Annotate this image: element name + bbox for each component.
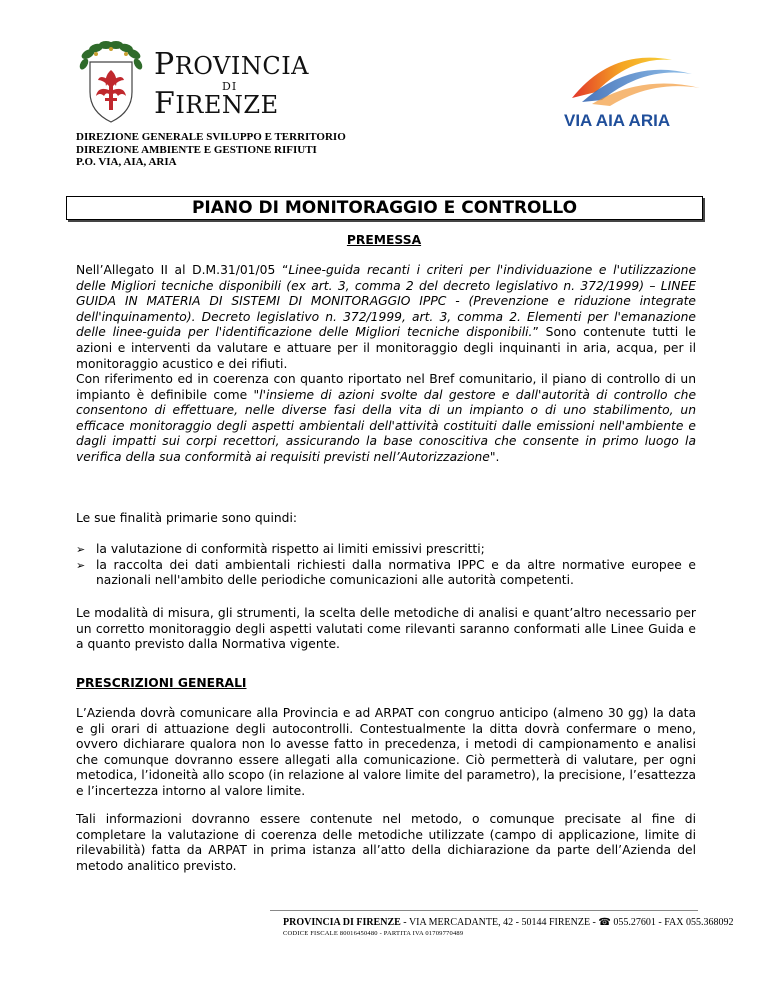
via-aia-aria-text: VIA AIA ARIA [564,111,671,130]
org-line-3: P.O. VIA, AIA, ARIA [76,156,177,168]
bullet-text-2: la raccolta dei dati ambientali richiesti dalla normativa IPPC e da altre normative europee e nazionali nell'ambito delle periodiche comunicazioni alle autorità competenti. [96,557,696,588]
via-aia-aria-logo [552,48,704,132]
list-item [76,542,696,558]
provincia-di: DI [222,80,238,93]
premessa-paragraph-3: Le sue finalità primarie sono quindi: [76,511,298,525]
prescrizioni-paragraph-2: Tali informazioni dovranno essere contenute nel metodo, o comunque precisate al fine di completare la valutazione di coerenza delle metodiche utilizzate (campo di applicazione, limite di rilevabilità) fatta da ARPAT in prima istanza all’atto della dichiarazione da parte dell’Azienda del metodo analitico previsto. [76,812,696,873]
org-line-2: DIREZIONE AMBIENTE E GESTIONE RIFIUTI [76,143,317,156]
footer-tax-codes: CODICE FISCALE 80016450480 - PARTITA IVA 01709770489 [283,930,464,937]
p1-end: ” Sono contenute tutti le azioni e interventi da valutare e attuare per il monitoraggio degli inquinanti in aria, acqua, per il monitoraggio acustico e dei rifiuti. [76,325,696,371]
finalita-list [76,542,696,589]
premessa-heading: PREMESSA [346,233,422,247]
p1-italic: Linee-guida recanti i criteri per l'individuazione e l'utilizzazione delle Migliori tecniche disponibili (ex art. 3, comma 2 del decreto legislativo n. 372/1999) – LINEE GUIDA IN MATERIA DI SISTEMI DI MONITORAGGIO IPPC - (Prevenzione e riduzione integrate dell'inquinamento). Decreto legislativo n. 372/1999, art. 3, comma 2. Elementi per l'emanazione delle linee-guida per l'identificazione delle Migliori tecniche disponibili. [76,263,697,340]
prescrizioni-heading: PRESCRIZIONI GENERALI [76,676,247,690]
bullet-text-1: la valutazione di conformità rispetto ai limiti emissivi prescritti; [96,542,485,556]
prescrizioni-paragraph-1: L’Azienda dovrà comunicare alla Provincia e ad ARPAT con congruo anticipo (almeno 30 gg) la data e gli orari di attuazione degli autocontrolli. Contestualmente la ditta dovrà confermare o meno, ovvero dichiarare qualora non lo avesse fatto in precedenza, i metodi di campionamento e analisi che comunque dovranno essere allegati alla comunicazione. Ciò permetterà di valutare, per ogni metodica, l’idoneità allo scopo (in relazione al valore limite del parametro), la precisione, l’esattezza e l’incertezza intorno al valore limite. [76,706,696,798]
phone-icon: ☎ [598,917,611,928]
list-item [76,558,696,589]
premessa-paragraph-1 [76,263,696,372]
p2-start: Con riferimento ed in coerenza con quanto riportato nel Bref comunitario, il piano di controllo di un impianto è definibile come " [76,372,696,402]
p2-end: ". [489,449,500,464]
header-org-lines [76,131,346,169]
org-line-1: DIREZIONE GENERALE SVILUPPO E TERRITORIO [76,131,346,143]
p2-italic: l'insieme di azioni svolte dal gestore e dall'autorità di controllo che consentono di effettuare, nelle diverse fasi della vita di un impianto o di uno stabilimento, un efficace monitoraggio degli aspetti ambientali dell'attività costituiti dalle emissioni nell'ambiente e dagli impatti sui corpi recettori, assicurando la base conoscitiva che consente in primo luogo la verifica della sua conformità ai requisiti previsti nell’Autorizzazione [76,387,697,464]
footer-org: PROVINCIA DI FIRENZE [283,917,401,928]
provincia-logo [76,40,309,124]
footer-address [283,917,733,928]
premessa-paragraph-2 [76,372,696,466]
arrow-bullet-icon: ➢ [76,558,86,572]
firenze-rest: IRENZE [175,91,279,119]
provincia-wordmark [154,47,309,121]
footer-address-text: - VIA MERCADANTE, 42 - 50144 FIRENZE - [400,917,599,928]
footer-divider [270,910,698,911]
p1-start: Nell’Allegato II al D.M.31/01/05 “ [76,263,289,277]
provincia-rest: ROVINCIA [174,52,309,80]
arrow-bullet-icon: ➢ [76,543,86,556]
document-title: PIANO DI MONITORAGGIO E CONTROLLO [66,196,703,220]
premessa-paragraph-4: Le modalità di misura, gli strumenti, la scelta delle metodiche di analisi e quant’altro necessario per un corretto monitoraggio degli aspetti valutati come rilevanti saranno conformati alle Linee Guida e a quanto previsto dalla Normativa vigente. [76,606,696,652]
florence-crest-icon [76,40,146,124]
provincia-first-letter: P [154,47,175,82]
footer-phone-fax: 055.27601 - FAX 055.368092 [610,917,734,928]
firenze-first-letter: F [154,86,176,121]
